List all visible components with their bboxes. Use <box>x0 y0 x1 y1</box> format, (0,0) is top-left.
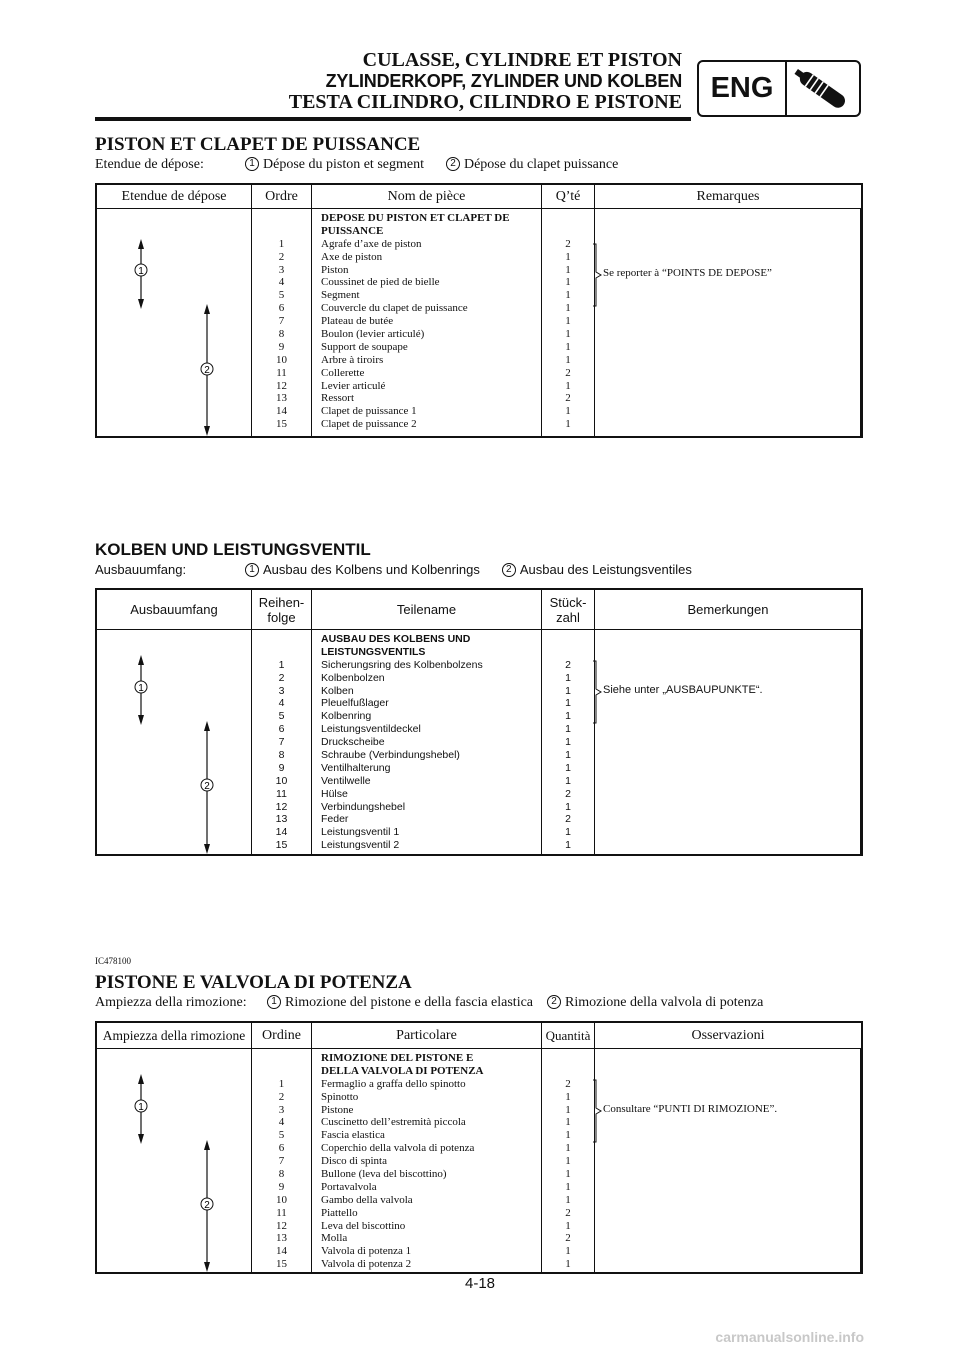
col-header-remarks: Osservazioni <box>691 1028 765 1043</box>
eng-badge-label: ENG <box>699 62 787 115</box>
qty-cell: 2 <box>565 813 571 826</box>
order-cell: 12 <box>276 379 287 392</box>
part-name-cell: Levier articulé <box>321 379 386 392</box>
scope-2: 2 Dépose du clapet puissance <box>446 156 618 174</box>
qty-cell: 1 <box>565 1180 571 1193</box>
part-name-cell: Boulon (levier articulé) <box>321 328 425 341</box>
scope-arrows <box>97 1049 257 1272</box>
group-title: DEPOSE DU PISTON ET CLAPET DE <box>321 212 510 224</box>
part-name-cell: Couvercle du clapet de puissance <box>321 302 468 315</box>
order-cell: 1 <box>278 658 285 671</box>
marker-1-icon: 1 <box>245 563 259 577</box>
spacer-row <box>542 633 594 646</box>
order-cell: 15 <box>275 839 288 852</box>
col-header-scope: Ampiezza della rimozione <box>97 1023 252 1048</box>
order-cell: 3 <box>278 263 285 276</box>
order-cell: 5 <box>278 1129 285 1142</box>
qty-cell: 1 <box>565 250 571 263</box>
order-cell: 10 <box>276 1193 287 1206</box>
qty-cell: 1 <box>565 1155 571 1168</box>
part-column <box>312 209 542 436</box>
scope-2: 2 Rimozione della valvola di potenza <box>547 994 763 1012</box>
qty-cell: 1 <box>565 1103 571 1116</box>
col-header-order: Ordine <box>252 1023 312 1048</box>
order-cell: 12 <box>275 800 288 813</box>
order-cell: 15 <box>276 418 287 431</box>
order-cell: 13 <box>276 1232 287 1245</box>
qty-cell: 1 <box>565 710 571 723</box>
part-name-cell: Gambo della valvola <box>321 1193 413 1206</box>
part-name-cell: Coperchio della valvola di potenza <box>321 1142 475 1155</box>
part-name-cell: Verbindungshebel <box>321 800 406 813</box>
part-name-cell: Valvola di potenza 2 <box>321 1258 412 1271</box>
qty-cell: 1 <box>565 1219 571 1232</box>
qty-cell: 2 <box>565 658 571 671</box>
parts-table <box>95 588 863 856</box>
qty-cell: 1 <box>565 289 571 302</box>
group-title: PUISSANCE <box>321 224 384 237</box>
scope-1: 1 Dépose du piston et segment <box>245 156 424 174</box>
part-name-cell: Ressort <box>321 392 354 405</box>
order-cell: 15 <box>276 1258 287 1271</box>
part-name-cell: Druckscheibe <box>321 736 385 749</box>
group-title: AUSBAU DES KOLBENS UND <box>321 633 471 645</box>
order-cell: 11 <box>276 1206 287 1219</box>
table-header <box>97 590 861 630</box>
order-cell: 9 <box>278 340 285 353</box>
scope-label: Etendue de dépose: <box>95 157 204 172</box>
qty-cell: 1 <box>565 263 571 276</box>
qty-cell: 1 <box>565 405 571 418</box>
qty-cell: 1 <box>565 379 571 392</box>
spacer-row <box>252 212 311 225</box>
part-name-cell: Bullone (leva del biscottino) <box>321 1168 447 1181</box>
qty-cell: 2 <box>565 392 571 405</box>
marker-1-icon: 1 <box>245 157 259 171</box>
spacer-row <box>252 1065 311 1078</box>
part-name-cell: Arbre à tiroirs <box>321 353 384 366</box>
order-cell: 14 <box>276 1245 287 1258</box>
part-name-cell: Clapet de puissance 1 <box>321 405 417 418</box>
order-cell: 10 <box>276 353 287 366</box>
part-name-cell: Kolben <box>321 684 354 697</box>
col-header-qty: Q’té <box>542 185 595 208</box>
col-header-order: Ordre <box>252 185 312 208</box>
spacer-row <box>252 646 311 659</box>
part-name-cell: Axe de piston <box>321 250 383 263</box>
header-title-de: ZYLINDERKOPF, ZYLINDER UND KOLBEN <box>325 71 682 91</box>
scope-arrows <box>97 630 257 854</box>
order-cell: 8 <box>278 1168 285 1181</box>
marker-1-icon: 1 <box>267 995 281 1009</box>
scope-1: 1 Ausbau des Kolbens und Kolbenrings <box>245 561 480 579</box>
header-title-it: TESTA CILINDRO, CILINDRO E PISTONE <box>288 91 682 113</box>
scope-1: 1 Rimozione del pistone e della fascia elastica <box>267 994 533 1012</box>
order-cell: 7 <box>278 1155 285 1168</box>
remarks-column <box>595 209 861 436</box>
scope-label: Ausbauumfang: <box>95 562 187 577</box>
qty-cell: 1 <box>565 761 571 774</box>
part-name-cell: Leistungsventil 2 <box>321 839 400 852</box>
qty-cell: 1 <box>565 839 571 852</box>
col-header-remarks: Bemerkungen <box>687 602 769 617</box>
qty-cell: 2 <box>565 366 571 379</box>
remarks-column <box>595 630 861 854</box>
arrow-marker-1: 1 <box>138 266 144 277</box>
order-cell: 9 <box>278 1180 285 1193</box>
table-header <box>97 1023 861 1049</box>
arrow-marker-2: 2 <box>204 365 210 376</box>
part-name-cell: Feder <box>321 813 349 826</box>
eng-badge <box>697 60 861 117</box>
order-cell: 2 <box>278 671 285 684</box>
part-name-cell: Pistone <box>321 1103 354 1116</box>
order-cell: 9 <box>278 761 285 774</box>
order-cell: 2 <box>278 250 285 263</box>
qty-cell: 2 <box>565 1077 571 1090</box>
order-cell: 12 <box>276 1219 287 1232</box>
part-name-cell: Schraube (Verbindungshebel) <box>321 749 460 762</box>
parts-table <box>95 1021 863 1274</box>
qty-cell: 1 <box>565 774 571 787</box>
order-cell: 5 <box>278 710 285 723</box>
qty-cell: 1 <box>565 826 571 839</box>
spacer-row <box>252 225 311 238</box>
section-italian <box>95 973 863 1274</box>
order-cell: 13 <box>275 813 288 826</box>
qty-cell: 2 <box>565 237 571 250</box>
qty-cell: 1 <box>565 328 571 341</box>
qty-cell: 1 <box>565 800 571 813</box>
qty-cell: 1 <box>565 1090 571 1103</box>
group-title: LEISTUNGSVENTILS <box>321 645 426 658</box>
part-column <box>312 630 542 854</box>
qty-cell: 2 <box>565 1232 571 1245</box>
part-name-cell: Piattello <box>321 1206 358 1219</box>
table-header <box>97 185 861 209</box>
order-cell: 3 <box>278 684 285 697</box>
parts-table <box>95 183 863 438</box>
col-header-remarks: Remarques <box>696 189 760 204</box>
order-cell: 4 <box>278 697 285 710</box>
part-name-cell: Portavalvola <box>321 1180 377 1193</box>
scope-2: 2 Ausbau des Leistungsventiles <box>502 561 692 579</box>
table-body <box>97 630 861 854</box>
table-body <box>97 1049 861 1272</box>
order-cell: 6 <box>278 723 285 736</box>
arrow-marker-2: 2 <box>204 781 210 792</box>
part-name-cell: Cuscinetto dell’estremità piccola <box>321 1116 466 1129</box>
order-cell: 1 <box>278 237 285 250</box>
col-header-qty: Stück- zahl <box>542 590 595 629</box>
section-title: KOLBEN UND LEISTUNGSVENTIL <box>95 540 371 559</box>
scope-label: Ampiezza della rimozione: <box>95 995 247 1010</box>
group-title: DELLA VALVOLA DI POTENZA <box>321 1064 484 1077</box>
group-title: RIMOZIONE DEL PISTONE E <box>321 1052 474 1064</box>
part-name-cell: Segment <box>321 289 360 302</box>
reference-code: IC478100 <box>95 956 131 966</box>
order-cell: 6 <box>278 302 285 315</box>
header-title-fr: CULASSE, CYLINDRE ET PISTON <box>362 49 682 71</box>
remark-text: Consultare “PUNTI DI RIMOZIONE”. <box>603 1103 778 1115</box>
spacer-row <box>542 1052 594 1065</box>
qty-column <box>542 1049 595 1272</box>
qty-column <box>542 209 595 436</box>
qty-cell: 1 <box>565 723 571 736</box>
qty-cell: 1 <box>565 749 571 762</box>
order-column <box>252 1049 312 1272</box>
order-cell: 6 <box>278 1142 285 1155</box>
part-name-cell: Fermaglio a graffa dello spinotto <box>321 1077 466 1090</box>
order-cell: 13 <box>276 392 287 405</box>
order-cell: 4 <box>278 276 285 289</box>
qty-cell: 1 <box>565 1142 571 1155</box>
watermark: carmanualsonline.info <box>715 1329 864 1345</box>
part-name-cell: Hülse <box>321 787 348 800</box>
qty-cell: 1 <box>565 302 571 315</box>
qty-cell: 1 <box>565 315 571 328</box>
order-cell: 7 <box>278 736 285 749</box>
scope-line <box>95 994 863 1012</box>
part-name-cell: Fascia elastica <box>321 1129 385 1142</box>
qty-cell: 1 <box>565 1168 571 1181</box>
engine-spring-icon <box>787 62 859 115</box>
order-cell: 7 <box>278 315 285 328</box>
part-name-cell: Ventilhalterung <box>321 761 391 774</box>
spacer-row <box>252 1052 311 1065</box>
part-column <box>312 1049 542 1272</box>
part-name-cell: Disco di spinta <box>321 1155 387 1168</box>
part-name-cell: Leva del biscottino <box>321 1219 406 1232</box>
arrow-marker-2: 2 <box>204 1200 210 1211</box>
remarks-column <box>595 1049 861 1272</box>
section-german <box>95 540 863 856</box>
part-name-cell: Agrafe d’axe de piston <box>321 237 422 250</box>
qty-cell: 1 <box>565 418 571 431</box>
col-header-part: Particolare <box>312 1023 542 1048</box>
part-name-cell: Sicherungsring des Kolbenbolzens <box>321 658 483 671</box>
part-name-cell: Valvola di potenza 1 <box>321 1245 412 1258</box>
scope-line <box>95 561 863 579</box>
col-header-scope: Ausbauumfang <box>97 590 252 629</box>
qty-cell: 1 <box>565 697 571 710</box>
part-name-cell: Coussinet de pied de bielle <box>321 276 440 289</box>
qty-cell: 1 <box>565 1245 571 1258</box>
order-cell: 11 <box>276 366 287 379</box>
part-name-cell: Molla <box>321 1232 348 1245</box>
qty-cell: 1 <box>565 340 571 353</box>
marker-2-icon: 2 <box>502 563 516 577</box>
spacer-row <box>542 212 594 225</box>
marker-2-icon: 2 <box>547 995 561 1009</box>
arrow-marker-1: 1 <box>138 1102 144 1113</box>
remark-text: Se reporter à “POINTS DE DEPOSE” <box>603 267 772 279</box>
page-header-titles <box>289 50 682 113</box>
qty-cell: 1 <box>565 736 571 749</box>
order-cell: 8 <box>278 749 285 762</box>
part-name-cell: Pleuelfußlager <box>321 697 389 710</box>
col-header-scope: Etendue de dépose <box>97 185 252 208</box>
qty-cell: 1 <box>565 1129 571 1142</box>
qty-cell: 1 <box>565 1258 571 1271</box>
part-name-cell: Kolbenbolzen <box>321 671 385 684</box>
order-cell: 5 <box>278 289 285 302</box>
spacer-row <box>542 646 594 659</box>
marker-2-icon: 2 <box>446 157 460 171</box>
part-name-cell: Kolbenring <box>321 710 372 723</box>
order-cell: 14 <box>275 826 288 839</box>
part-name-cell: Leistungsventildeckel <box>321 723 421 736</box>
col-header-order: Reihen- folge <box>252 590 312 629</box>
order-cell: 10 <box>275 774 288 787</box>
col-header-part: Teilename <box>312 590 542 629</box>
order-cell: 4 <box>278 1116 285 1129</box>
qty-cell: 1 <box>565 276 571 289</box>
order-cell: 11 <box>276 787 287 800</box>
part-name-cell: Spinotto <box>321 1090 359 1103</box>
part-name-cell: Support de soupape <box>321 340 408 353</box>
qty-cell: 2 <box>565 1206 571 1219</box>
order-cell: 1 <box>278 1077 285 1090</box>
order-cell: 3 <box>278 1103 285 1116</box>
scope-arrows <box>97 209 257 436</box>
order-cell: 14 <box>276 405 287 418</box>
qty-cell: 1 <box>565 353 571 366</box>
remark-text: Siehe unter „AUSBAUPUNKTE“. <box>603 684 763 696</box>
qty-cell: 2 <box>565 787 571 800</box>
order-cell: 2 <box>278 1090 285 1103</box>
part-name-cell: Leistungsventil 1 <box>321 826 400 839</box>
qty-column <box>542 630 595 854</box>
order-cell: 8 <box>278 328 285 341</box>
header-rule <box>95 117 691 121</box>
scope-line <box>95 156 863 174</box>
qty-cell: 1 <box>565 1116 571 1129</box>
part-name-cell: Piston <box>321 263 349 276</box>
section-title: PISTON ET CLAPET DE PUISSANCE <box>95 134 421 155</box>
col-header-part: Nom de pièce <box>312 185 542 208</box>
qty-cell: 1 <box>565 1193 571 1206</box>
spacer-row <box>252 633 311 646</box>
page-number: 4-18 <box>464 1275 496 1292</box>
table-body <box>97 209 861 436</box>
qty-cell: 1 <box>565 671 571 684</box>
part-name-cell: Clapet de puissance 2 <box>321 418 417 431</box>
arrow-marker-1: 1 <box>138 683 144 694</box>
order-column <box>252 209 312 436</box>
spacer-row <box>542 1065 594 1078</box>
section-title: PISTONE E VALVOLA DI POTENZA <box>95 972 412 993</box>
qty-cell: 1 <box>565 684 571 697</box>
col-header-qty: Quantità <box>542 1023 595 1048</box>
order-column <box>252 630 312 854</box>
section-french <box>95 135 863 438</box>
part-name-cell: Plateau de butée <box>321 315 394 328</box>
part-name-cell: Ventilwelle <box>321 774 371 787</box>
spacer-row <box>542 225 594 238</box>
part-name-cell: Collerette <box>321 366 365 379</box>
